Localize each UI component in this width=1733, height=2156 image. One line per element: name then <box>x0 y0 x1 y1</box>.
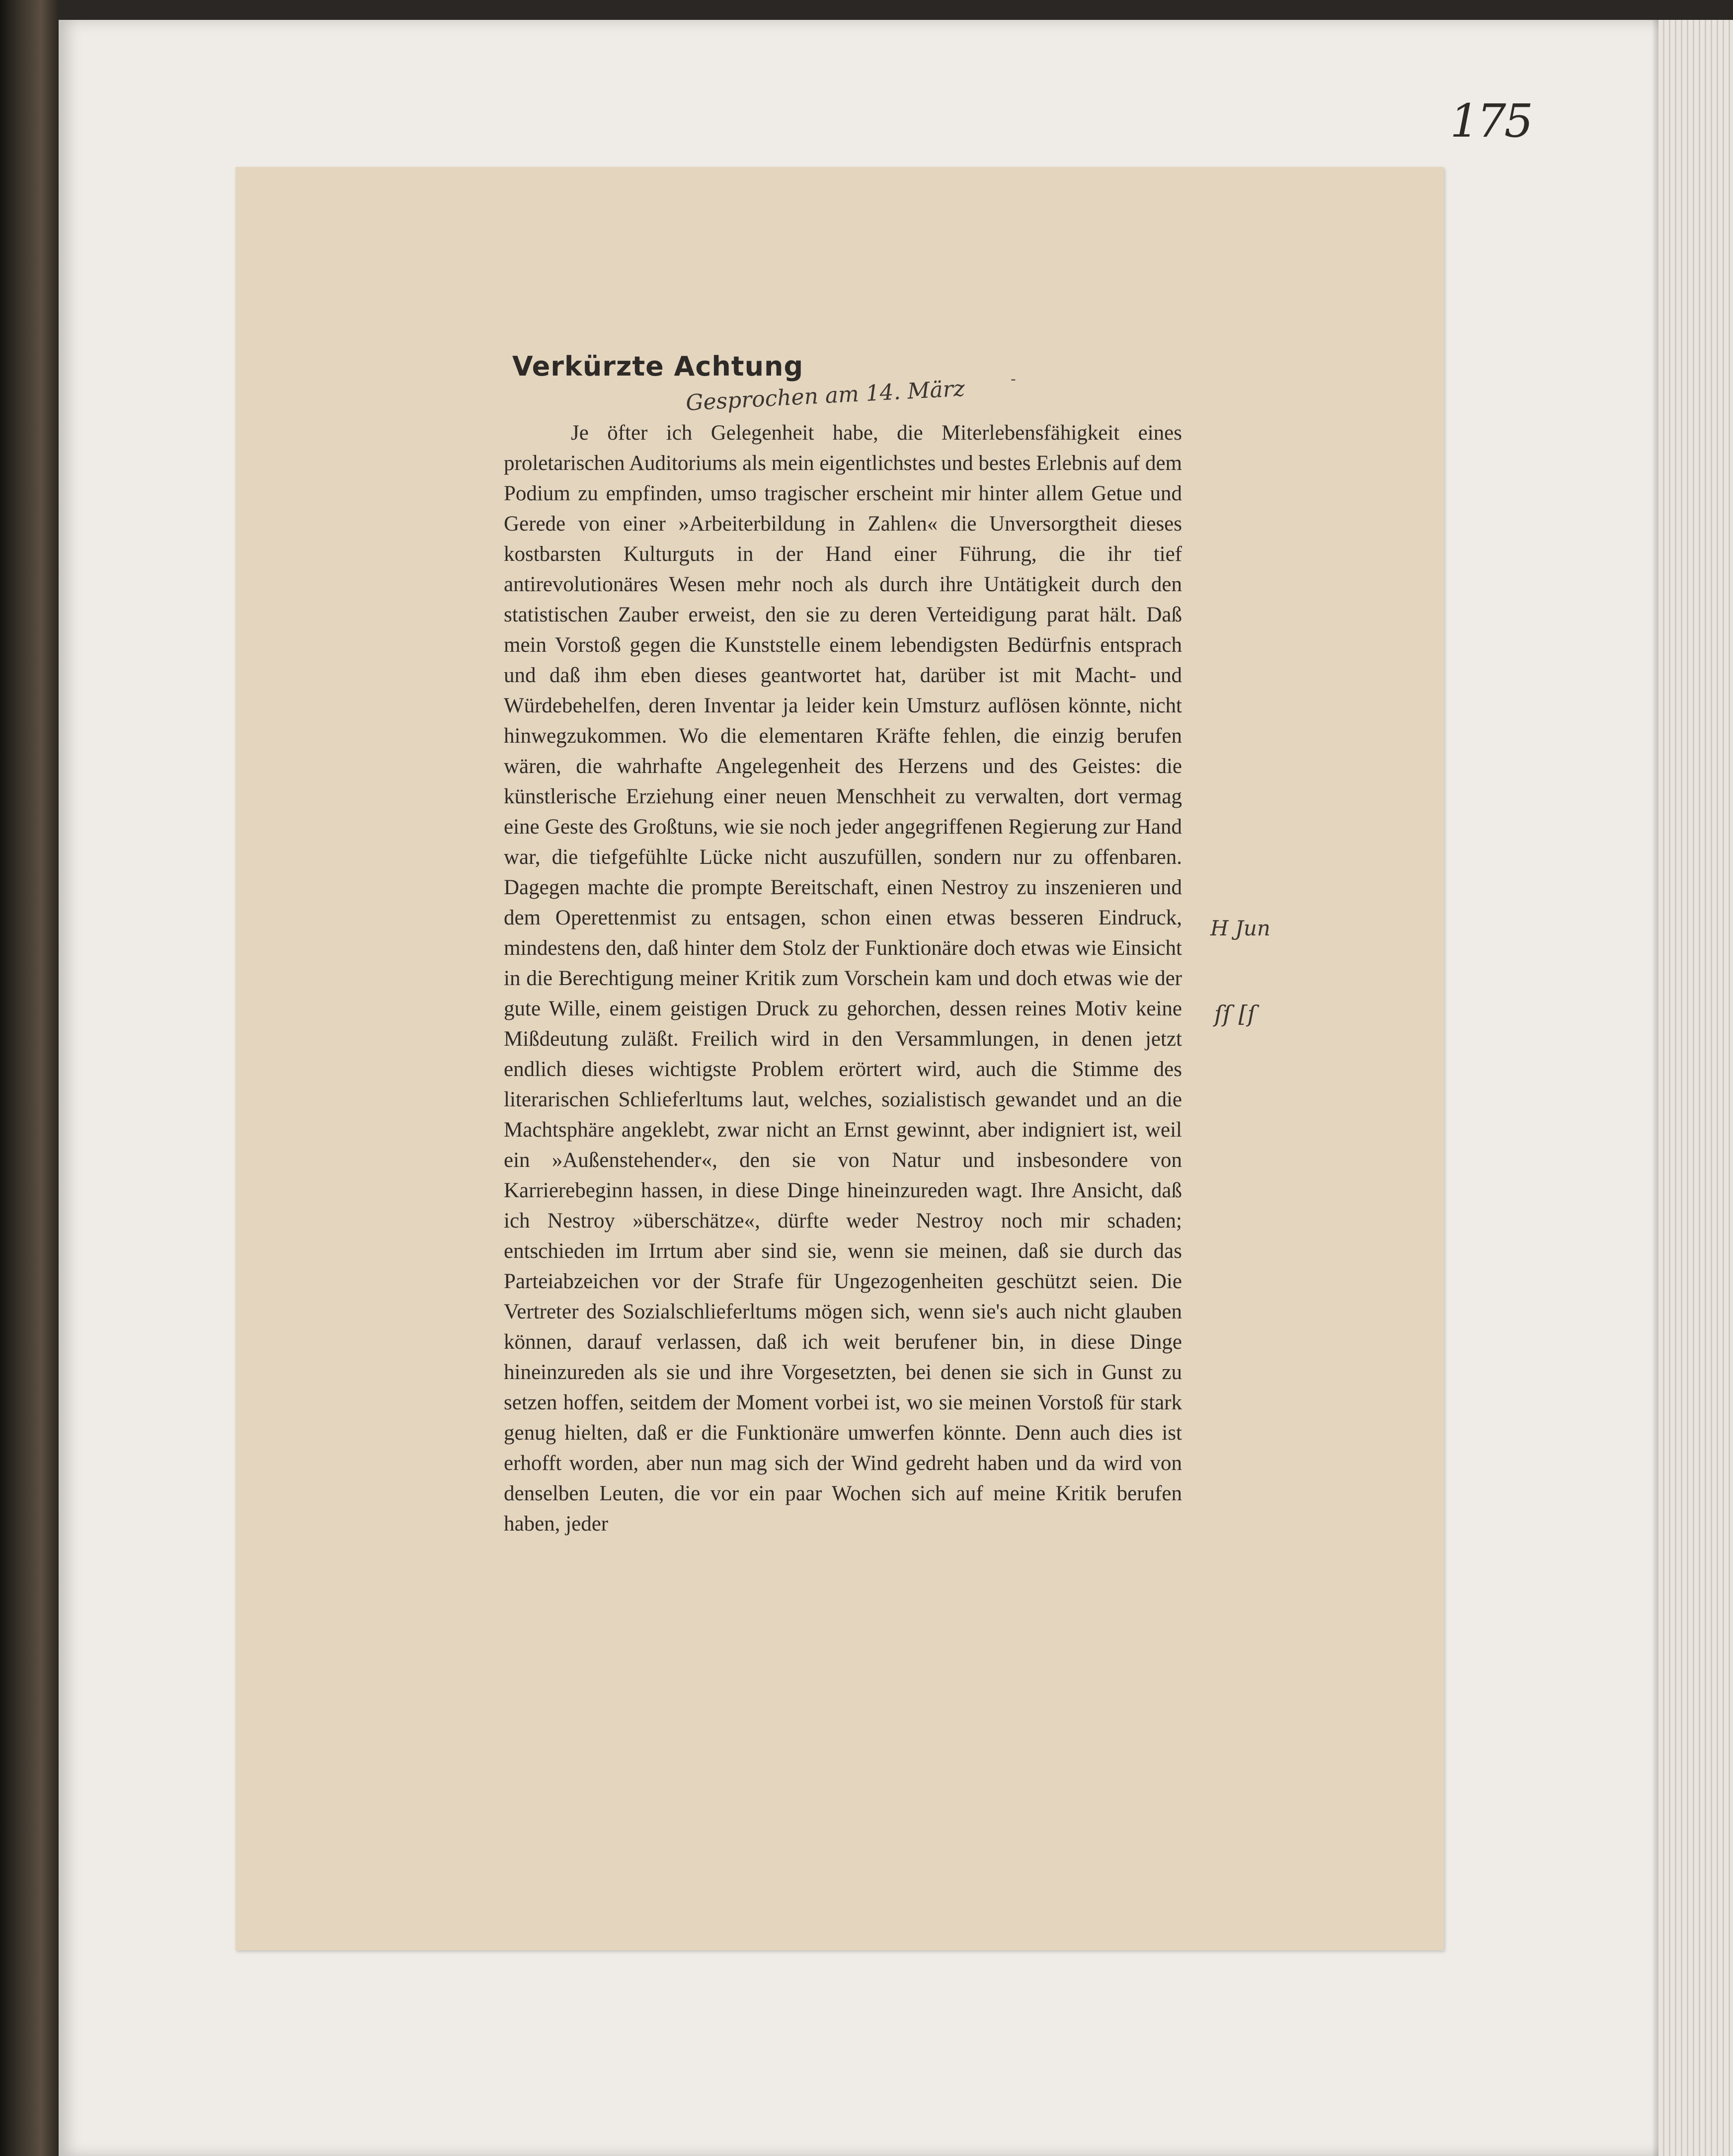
document-title: Verkürzte Achtung <box>512 351 804 382</box>
margin-note: ſſ [ſ <box>1214 1001 1256 1027</box>
page-number: 175 <box>1450 94 1531 148</box>
body-text: Je öfter ich Gelegenheit habe, die Miterlebensfähigkeit eines proletarischen Auditoriums als mein eigentlichstes und bestes Erlebnis auf dem Podium zu empfinden, umso tragischer erscheint mir hinter allem Getue und Gerede von einer »Arbeiterbildung in Zahlen« die Unversorgtheit dieses kostbarsten Kulturguts in der Hand einer Führung, die ihr tief antirevolutionäres Wesen mehr noch als durch ihre Untätigkeit durch den statistischen Zauber erweist, den sie zu deren Verteidigung parat hält. Daß mein Vorstoß gegen die Kunststelle einem lebendigsten Bedürfnis entsprach und daß ihm eben dieses geantwortet hat, darüber ist mit Macht- und Würdebehelfen, deren Inventar ja leider kein Umsturz auflösen könnte, nicht hinwegzukommen. Wo die elementaren Kräfte fehlen, die einzig berufen wären, die wahrhafte Angelegenheit des Herzens und des Geistes: die künstlerische Erziehung einer neuen Menschheit zu verwalten, dort vermag eine Geste des Großtuns, wie sie noch jeder angegriffenen Regierung zur Hand war, die tiefgefühlte Lücke nicht auszufüllen, sondern nur zu offenbaren. Dagegen machte die prompte Bereitschaft, einen Nestroy zu inszenieren und dem Operettenmist zu entsagen, schon einen etwas besseren Eindruck, mindestens den, daß hinter dem Stolz der Funktionäre doch etwas wie Einsicht in die Berechtigung meiner Kritik zum Vorschein kam und doch etwas wie der gute Wille, einem geistigen Druck zu gehorchen, dessen reines Motiv keine Mißdeutung zuläßt. Freilich wird in den Versammlungen, in denen jetzt endlich dieses wichtigste Problem erörtert wird, auch die Stimme des literarischen Schlieferltums laut, welches, sozialistisch gewandet und an die Machtsphäre angeklebt, zwar nicht an Ernst gewinnt, aber indigniert ist, weil ein »Außenstehender«, den sie von Natur und insbesondere von Karrierebeginn hassen, in diese Dinge hineinzureden wagt. Ihre Ansicht, daß ich Nestroy »überschätze«, dürfte weder Nestroy noch mir schaden; entschieden im Irrtum aber sind sie, wenn sie meinen, daß sie durch das Parteiabzeichen vor der Strafe für Ungezogenheiten geschützt seien. Die Vertreter des Sozialschlieferltums mögen sich, wenn sie's auch nicht glauben können, darauf verlassen, daß ich weit berufener bin, in diese Dinge hineinzureden als sie und ihre Vorgesetzten, bei denen sie sich in Gunst zu setzen hoffen, seitdem der Moment vorbei ist, wo sie meinen Vorstoß für stark genug hielten, daß er die Funktionäre umwerfen könnte. Denn auch dies ist erhofft worden, aber nun mag sich der Wind gedreht haben und da wird von denselben Leuten, die vor ein paar Wochen sich auf meine Kritik berufen haben, jeder <box>504 421 1182 1536</box>
album-binding <box>0 0 59 2156</box>
page-edges <box>1658 20 1733 2156</box>
margin-note: H Jun <box>1210 916 1270 940</box>
mounted-leaflet <box>236 167 1444 1950</box>
handwritten-date-note: Gesprochen am 14. März <box>685 376 966 416</box>
page-edge-shadow <box>1652 20 1658 2156</box>
title-mark: - <box>1011 371 1016 388</box>
